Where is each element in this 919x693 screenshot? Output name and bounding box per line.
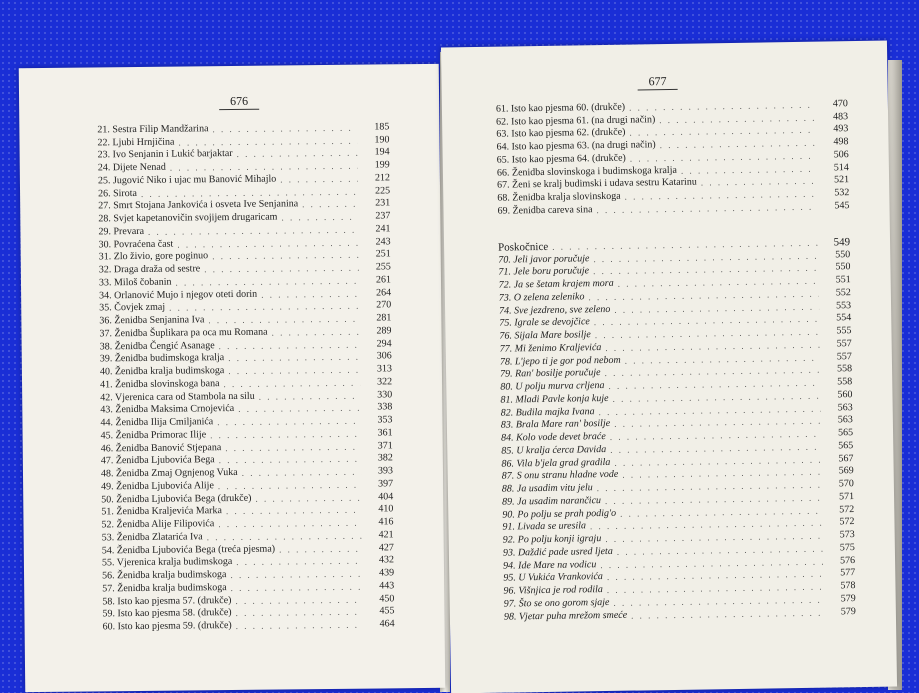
entry-page-number: 330 xyxy=(377,388,393,400)
entry-title: 51. Ženidba Kraljevića Marka xyxy=(101,505,222,518)
entry-title: 96. Višnjica je rod rodila xyxy=(503,584,603,597)
entry-page-number: 416 xyxy=(378,516,394,528)
entry-title: 81. Mladi Pavle konja kuje xyxy=(500,392,609,406)
entry-page-number: 565 xyxy=(837,427,854,439)
dot-leader xyxy=(230,568,362,581)
dot-leader xyxy=(259,389,361,402)
entry-page-number: 322 xyxy=(376,376,393,388)
entry-title: 90. Po polju se prah podig'o xyxy=(502,507,617,521)
entry-title: 89. Ja usadim narančicu xyxy=(502,494,602,508)
entry-title: 67. Ženi se kralj budimski i udava sestru Katarinu xyxy=(497,176,697,191)
dot-leader xyxy=(175,274,359,288)
entry-page-number: 294 xyxy=(376,337,392,349)
entry-page-number: 410 xyxy=(378,503,394,515)
entry-title: 49. Ženidba Ljubovića Alije xyxy=(101,479,214,493)
entry-page-number: 243 xyxy=(375,235,391,247)
dot-leader xyxy=(169,300,359,314)
entry-page-number: 338 xyxy=(377,401,393,413)
entry-title: 82. Budila majka Ivana xyxy=(500,405,595,419)
entry-title: 46. Ženidba Banović Stjepana xyxy=(100,441,222,454)
entry-page-number: 421 xyxy=(378,529,394,541)
entry-title: 79. Ran' bosilje poručuje xyxy=(500,367,601,380)
entry-title: 22. Ljubi Hrnjičina xyxy=(97,136,175,148)
entry-title: 33. Miloš čobanin xyxy=(98,276,172,289)
dot-leader xyxy=(208,313,359,327)
entry-title: 88. Ja usadim vitu jelu xyxy=(501,482,593,495)
entry-title: 57. Ženidba kralja budimskoga xyxy=(102,581,227,595)
entry-page-number: 199 xyxy=(374,159,390,171)
entry-page-number: 578 xyxy=(840,580,856,592)
entry-title: 76. Sijala Mare bosilje xyxy=(499,329,591,342)
entry-title: 61. Isto kao pjesma 60. (drukče) xyxy=(495,101,626,115)
entry-title: 84. Kolo vode devet braće xyxy=(501,431,606,444)
entry-page-number: 550 xyxy=(835,261,851,273)
entry-page-number: 558 xyxy=(836,363,853,375)
dot-leader xyxy=(210,427,361,441)
entry-page-number: 572 xyxy=(839,503,855,515)
entry-page-number: 231 xyxy=(375,197,391,209)
entry-title: 31. Zlo živio, gore poginuo xyxy=(98,250,209,263)
entry-page-number: 264 xyxy=(376,286,392,298)
entry-page-number: 353 xyxy=(377,414,393,426)
entry-page-number: 577 xyxy=(840,567,856,579)
entry-page-number: 427 xyxy=(378,541,394,553)
entry-title: Poskočnice xyxy=(498,240,549,254)
entry-page-number: 569 xyxy=(838,465,854,477)
entry-page-number: 443 xyxy=(379,580,395,592)
dot-leader xyxy=(217,415,360,428)
entry-page-number: 521 xyxy=(833,174,850,186)
entry-page-number: 313 xyxy=(376,363,392,375)
dot-leader xyxy=(302,198,358,211)
left-page xyxy=(19,64,446,692)
entry-title: 63. Isto kao pjesma 62. (drukče) xyxy=(496,126,626,140)
entry-title: 68. Ženidba kralja slovinskoga xyxy=(497,190,621,204)
entry-title: 95. U Vukića Vrankovića xyxy=(503,571,603,584)
entry-title: 52. Ženidba Alije Filipovića xyxy=(101,518,215,531)
dot-leader xyxy=(218,517,361,530)
entry-title: 97. Što se ono gorom sjaje xyxy=(503,596,610,610)
entry-title: 62. Isto kao pjesma 61. (na drugi način) xyxy=(496,113,656,128)
dot-leader xyxy=(148,223,359,237)
entry-page-number: 432 xyxy=(378,554,394,566)
dot-leader xyxy=(207,529,362,543)
entry-title: 41. Ženidba slovinskoga bana xyxy=(100,377,220,391)
dot-leader xyxy=(681,162,817,176)
entry-page-number: 455 xyxy=(379,605,395,617)
dot-leader xyxy=(280,172,358,185)
entry-page-number: 565 xyxy=(838,439,854,452)
dot-leader xyxy=(237,147,358,160)
entry-title: 83. Brala Mare ran' bosilje xyxy=(500,418,611,431)
dot-leader xyxy=(177,236,358,250)
entry-page-number: 575 xyxy=(839,541,855,554)
entry-page-number: 555 xyxy=(836,325,852,337)
entry-title: 42. Vjerenica cara od Stambola na silu xyxy=(100,390,255,403)
dot-leader xyxy=(226,504,362,517)
table-of-contents-left xyxy=(97,120,394,633)
entry-page-number: 371 xyxy=(377,439,393,451)
entry-title: 55. Vjerenica kralja budimskoga xyxy=(101,556,233,569)
entry-title: 34. Orlanović Mujo i njegov oteti dorin xyxy=(99,288,258,301)
entry-page-number: 570 xyxy=(838,478,854,490)
entry-title: 77. Mi ženimo Kraljevića xyxy=(499,341,602,355)
entry-page-number: 563 xyxy=(837,401,853,413)
entry-page-number: 439 xyxy=(378,567,395,579)
entry-title: 54. Ženidba Ljubovića Bega (treća pjesma) xyxy=(101,543,276,556)
entry-title: 47. Ženidba Ljubovića Bega xyxy=(100,454,215,467)
dot-leader xyxy=(242,466,361,479)
dot-leader xyxy=(228,351,360,364)
entry-title: 78. L'jepo ti je gor pod nebom xyxy=(499,354,621,368)
entry-title: 39. Ženidba budimskoga kralja xyxy=(99,352,225,365)
entry-page-number: 382 xyxy=(377,452,393,464)
entry-page-number: 567 xyxy=(838,452,854,464)
entry-title: 66. Ženidba slovinskoga i budimskoga kralja xyxy=(496,164,677,179)
entry-title: 73. O zelena zeleniko xyxy=(498,291,585,304)
dot-leader xyxy=(255,491,361,504)
entry-title: 85. U kralja ćerca Davida xyxy=(501,443,607,457)
entry-page-number: 237 xyxy=(375,210,391,222)
entry-page-number: 225 xyxy=(374,184,391,196)
entry-page-number: 185 xyxy=(374,121,390,133)
entry-page-number: 241 xyxy=(375,223,391,235)
entry-page-number: 281 xyxy=(376,312,392,324)
entry-title: 37. Ženidba Šuplikara pa oca mu Romana xyxy=(99,326,268,340)
entry-page-number: 558 xyxy=(837,376,853,388)
entry-title: 80. U polju murva crljena xyxy=(500,380,605,393)
entry-page-number: 212 xyxy=(374,172,390,184)
entry-title: 98. Vjetar puha mrežom smeće xyxy=(503,609,628,623)
entry-title: 91. Livada se uresila xyxy=(502,520,587,533)
dot-leader xyxy=(236,619,363,632)
entry-title: 29. Prevara xyxy=(98,225,145,238)
entry-page-number: 549 xyxy=(833,235,851,249)
right-page xyxy=(441,41,897,693)
table-of-contents-right xyxy=(496,97,856,623)
entry-title: 59. Isto kao pjesma 58. (drukče) xyxy=(102,607,232,620)
dot-leader xyxy=(236,555,362,568)
entry-title: 58. Isto kao pjesma 57. (drukče) xyxy=(102,594,232,607)
entry-page-number: 573 xyxy=(839,529,855,541)
entry-page-number: 393 xyxy=(377,465,394,477)
entry-page-number: 464 xyxy=(379,618,395,630)
dot-leader xyxy=(271,325,359,338)
entry-page-number: 571 xyxy=(838,490,855,503)
entry-page-number: 579 xyxy=(840,605,856,617)
entry-page-number: 498 xyxy=(833,136,849,148)
dot-leader xyxy=(279,542,362,555)
dot-leader xyxy=(212,249,359,263)
dot-leader xyxy=(281,211,358,224)
entry-page-number: 551 xyxy=(835,274,851,286)
entry-title: 75. Igrale se devojčice xyxy=(499,316,590,329)
entry-page-number: 514 xyxy=(833,161,849,173)
entry-page-number: 190 xyxy=(374,133,390,145)
entry-title: 56. Ženidba kralja budimskoga xyxy=(102,569,227,582)
dot-leader xyxy=(170,160,358,174)
entry-title: 72. Ja se šetam krajem mora xyxy=(498,277,614,291)
entry-page-number: 557 xyxy=(836,337,852,350)
entry-page-number: 404 xyxy=(378,490,394,502)
entry-page-number: 397 xyxy=(378,478,394,490)
entry-title: 21. Sestra Filip Mandžarina xyxy=(97,122,209,136)
entry-title: 53. Ženidba Zlatarića Iva xyxy=(101,531,203,544)
entry-title: 60. Isto kao pjesma 59. (drukče) xyxy=(102,620,232,633)
entry-title: 25. Jugović Niko i ujac mu Banović Mihajlo xyxy=(97,173,277,187)
entry-title: 36. Ženidba Senjanina Iva xyxy=(99,314,205,327)
dot-leader xyxy=(219,338,360,351)
entry-page-number: 552 xyxy=(835,286,851,299)
entry-page-number: 306 xyxy=(376,350,392,362)
entry-page-number: 560 xyxy=(837,388,853,401)
dot-leader xyxy=(225,440,361,453)
entry-page-number: 554 xyxy=(836,312,852,324)
entry-page-number: 251 xyxy=(375,248,391,260)
dot-leader xyxy=(238,402,360,415)
dot-leader xyxy=(223,376,360,389)
toc-entry xyxy=(103,618,395,634)
entry-title: 32. Draga draža od sestre xyxy=(98,263,201,276)
dot-leader xyxy=(218,478,361,491)
dot-leader xyxy=(631,606,824,621)
entry-title: 26. Sirota xyxy=(98,187,138,199)
entry-title: 69. Ženidba careva sina xyxy=(497,203,593,217)
page-number: 676 xyxy=(219,94,259,110)
entry-title: 48. Ženidba Zmaj Ognjenog Vuka xyxy=(100,466,238,480)
entry-title: 50. Ženidba Ljubovića Bega (drukče) xyxy=(101,492,252,505)
dot-leader xyxy=(231,580,363,593)
entry-page-number: 532 xyxy=(834,187,850,199)
dot-leader xyxy=(261,287,359,300)
entry-title: 40. Ženidba kralja budimskoga xyxy=(99,365,225,378)
entry-page-number: 506 xyxy=(833,148,849,161)
entry-page-number: 545 xyxy=(834,199,850,212)
entry-page-number: 270 xyxy=(376,299,392,311)
entry-title: 45. Ženidba Primorac Ilije xyxy=(100,429,207,442)
dot-leader xyxy=(701,175,817,189)
entry-title: 86. Vila b'jela grad gradila xyxy=(501,456,611,470)
entry-page-number: 553 xyxy=(835,299,852,311)
entry-page-number: 450 xyxy=(379,592,395,604)
entry-title: 65. Isto kao pjesma 64. (drukče) xyxy=(496,152,626,166)
entry-title: 93. Daždić pade usred ljeta xyxy=(502,545,613,559)
dot-leader xyxy=(236,606,363,619)
entry-title: 71. Jele boru poručuje xyxy=(498,265,590,278)
entry-page-number: 483 xyxy=(832,110,849,122)
page-number: 677 xyxy=(637,74,677,91)
entry-page-number: 572 xyxy=(839,516,855,528)
entry-title: 30. Povraćena čast xyxy=(98,238,174,250)
entry-title: 44. Ženidba Ilija Cmiljanića xyxy=(100,416,214,429)
entry-title: 38. Ženidba Čengić Asanage xyxy=(99,339,215,352)
entry-page-number: 194 xyxy=(374,146,390,158)
entry-page-number: 261 xyxy=(375,274,392,286)
entry-page-number: 557 xyxy=(836,350,852,362)
entry-page-number: 579 xyxy=(840,592,856,605)
dot-leader xyxy=(228,364,360,377)
entry-title: 94. Ide Mare na vodicu xyxy=(503,558,597,572)
dot-leader xyxy=(204,262,359,276)
entry-title: 87. S onu stranu hladne vode xyxy=(501,469,619,482)
dot-leader xyxy=(178,134,357,148)
dot-leader xyxy=(235,593,362,606)
entry-page-number: 361 xyxy=(377,427,393,439)
entry-page-number: 255 xyxy=(375,261,391,273)
entry-title: 27. Smrt Stojana Jankovića i osveta Ive Senjanina xyxy=(98,198,299,212)
entry-page-number: 576 xyxy=(839,554,856,566)
entry-title: 70. Jeli javor poručuje xyxy=(498,252,590,266)
entry-title: 35. Čovjek zmaj xyxy=(99,301,166,314)
entry-title: 64. Isto kao pjesma 63. (na drugi način) xyxy=(496,139,656,153)
dot-leader xyxy=(219,453,361,466)
entry-title: 92. Po polju konji igraju xyxy=(502,533,602,546)
entry-title: 28. Svjet kapetanovičin svojijem drugaricam xyxy=(98,211,278,225)
entry-title: 23. Ivo Senjanin i Lukić barjaktar xyxy=(97,148,233,161)
entry-page-number: 289 xyxy=(376,325,392,337)
entry-page-number: 550 xyxy=(835,248,851,260)
entry-page-number: 563 xyxy=(837,414,853,426)
entry-page-number: 493 xyxy=(833,123,849,135)
entry-title: 43. Ženidba Maksima Crnojevića xyxy=(100,403,235,416)
entry-title: 74. Sve jezdreno, sve zeleno xyxy=(499,303,611,317)
entry-page-number: 470 xyxy=(832,97,848,110)
entry-title: 24. Dijete Nenad xyxy=(97,161,166,174)
dot-leader xyxy=(212,121,357,135)
